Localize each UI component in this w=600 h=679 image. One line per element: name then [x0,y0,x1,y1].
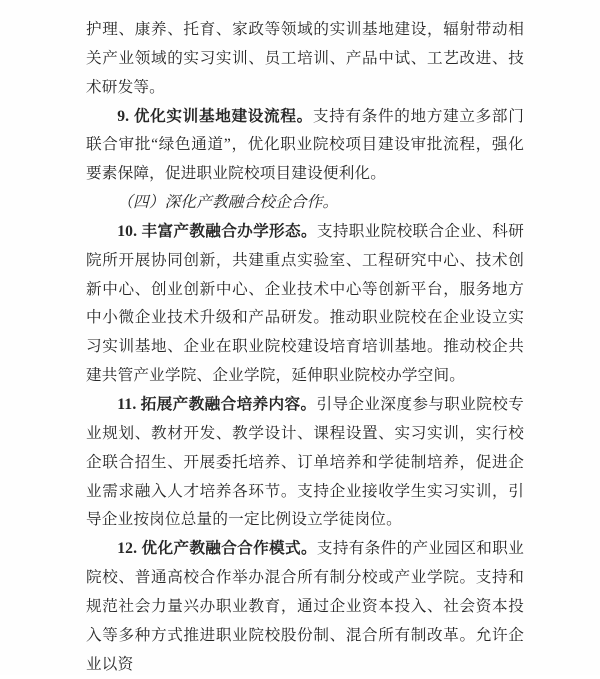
paragraph-text: 护理、康养、托育、家政等领域的实训基地建设，辐射带动相关产业领域的实习实训、员工培训、产品中试、工艺改进、技术研发等。 [86,21,524,96]
paragraph-item-11 [86,391,524,535]
item-11-heading: 11. 拓展产教融合培养内容。 [117,395,317,413]
paragraph-continuation [86,16,524,103]
item-12-heading: 12. 优化产教融合合作模式。 [117,540,317,558]
item-12-text: 支持有条件的产业园区和职业院校、普通高校合作举办混合所有制分校或产业学院。支持和规范社会力量兴办职业教育，通过企业资本投入、社会资本投入等多种方式推进职业院校股份制、混合所有制改革。允许企业以资 [86,540,524,673]
section-4-title [86,189,524,218]
paragraph-item-12 [86,535,524,679]
item-11-text: 引导企业深度参与职业院校专业规划、教材开发、教学设计、课程设置、实习实训，实行校企联合招生、开展委托培养、订单培养和学徒制培养，促进企业需求融入人才培养各环节。支持企业接收学生实习实训，引导企业按岗位总量的一定比例设立学徒岗位。 [86,395,524,529]
section-4-title-text: （四）深化产教融合校企合作。 [117,194,339,212]
paragraph-item-9 [86,103,524,190]
item-9-heading: 9. 优化实训基地建设流程。 [117,107,313,125]
item-9-text: 支持有条件的地方建立多部门联合审批“绿色通道”，优化职业院校项目建设审批流程，强化要素保障，促进职业院校项目建设便利化。 [86,107,524,183]
paragraph-item-10 [86,218,524,391]
item-10-text: 支持职业院校联合企业、科研院所开展协同创新，共建重点实验室、工程研究中心、技术创新中心、创业创新中心、企业技术中心等创新平台，服务地方中小微企业技术升级和产品研发。推动职业院校在企业设立实习实训基地、企业在职业院校建设培育培训基地。推动校企共建共管产业学院、企业学院，延伸职业院校办学空间。 [86,222,524,385]
item-10-heading: 10. 丰富产教融合办学形态。 [117,222,317,240]
